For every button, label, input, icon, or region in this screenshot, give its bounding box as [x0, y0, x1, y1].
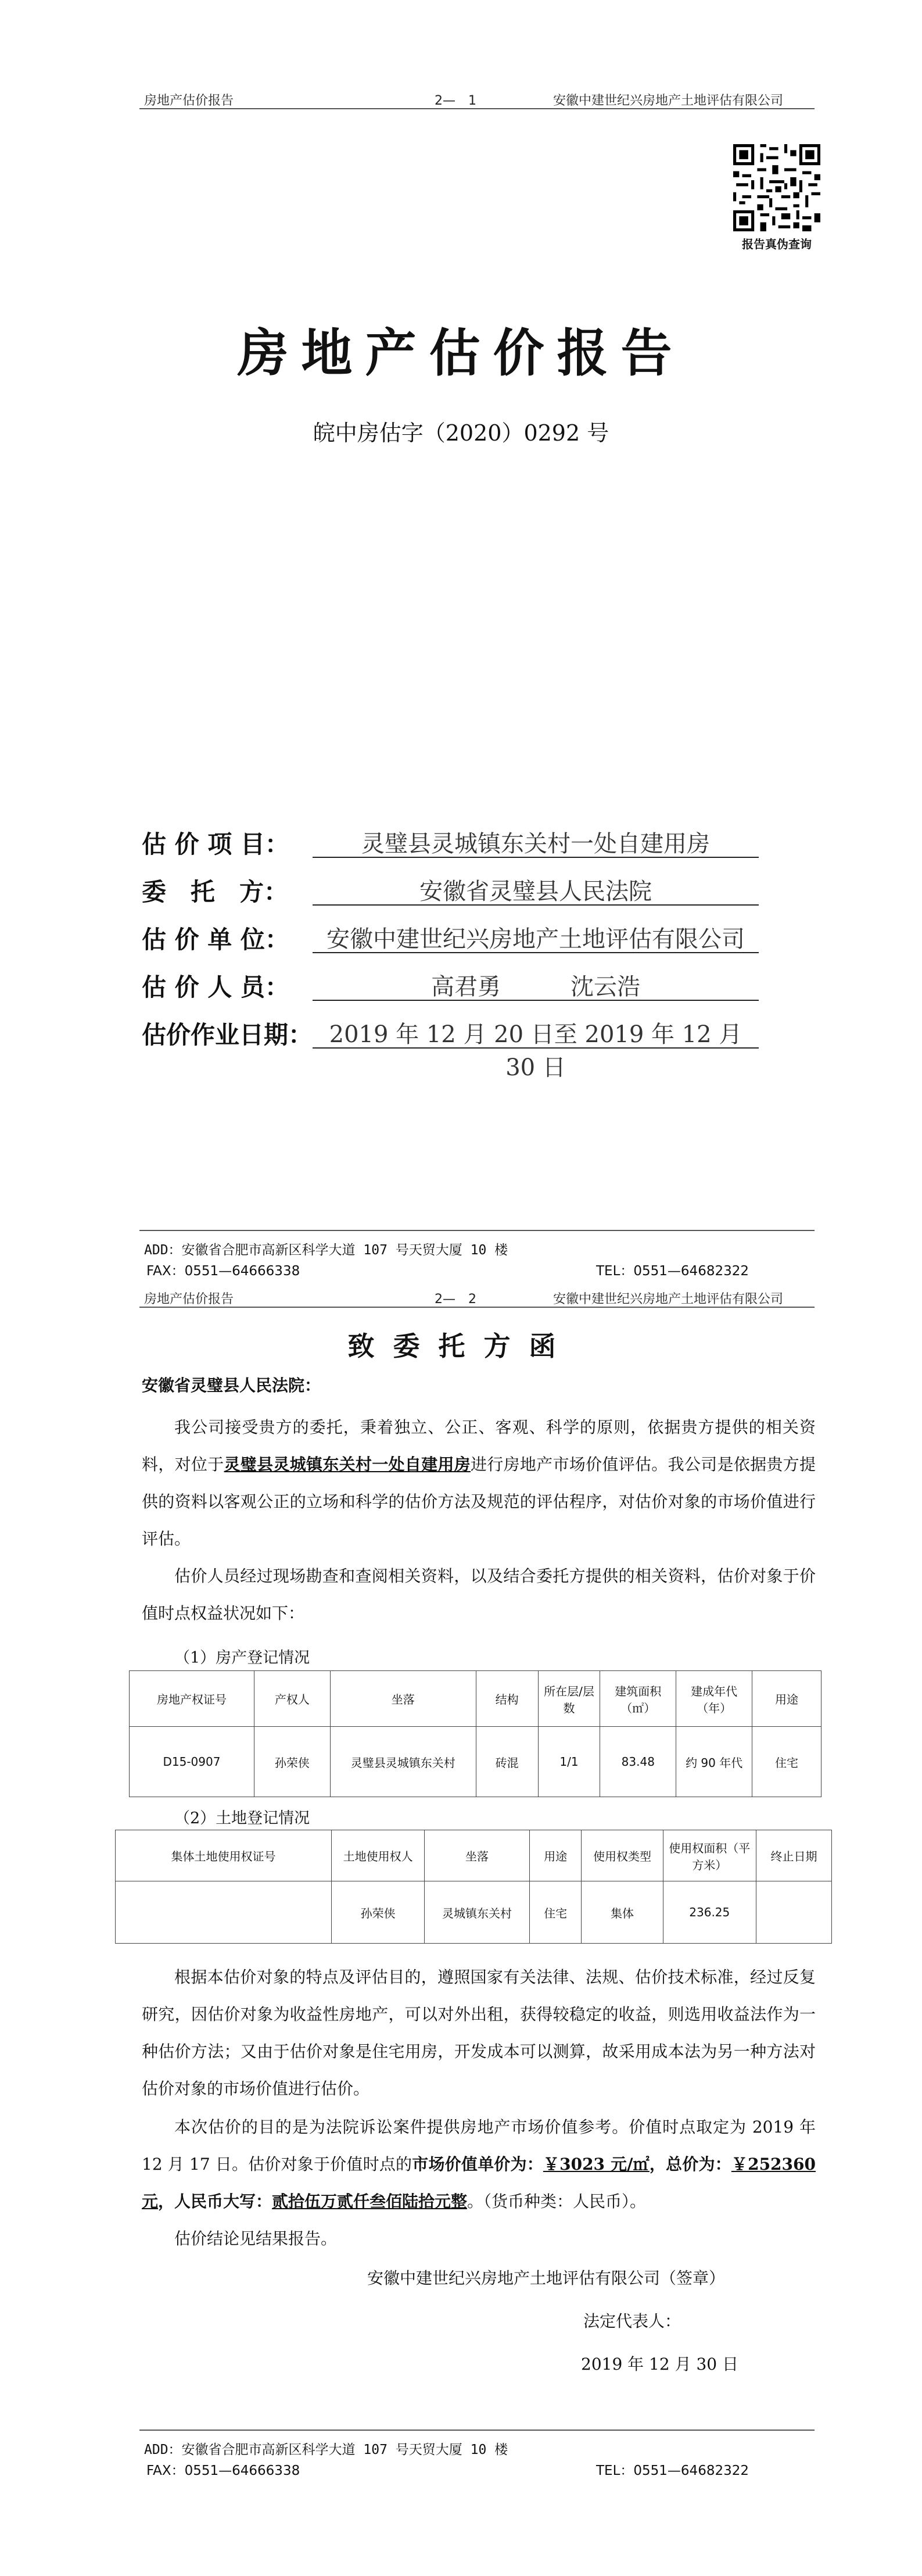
subheading-house-registration: （1）房产登记情况 — [174, 1649, 310, 1667]
table-cell: 住宅 — [752, 1727, 821, 1797]
paragraph-conclusion: 估价结论见结果报告。 — [174, 2229, 338, 2248]
field-value: 安徽省灵璧县人民法院 — [313, 873, 759, 906]
table-header-cell: 使用权面积（平方米） — [663, 1830, 756, 1881]
unit-price-label: 市场价值单价为： — [412, 2155, 543, 2174]
page1-footer-fax: FAX：0551—64666338 — [146, 1264, 300, 1279]
field-label: 估价作业日期： — [142, 1021, 313, 1049]
total-price-label: ，总价为： — [649, 2155, 731, 2174]
paragraph-method: 根据本估价对象的特点及评估目的，遵照国家有关法律、法规、估价技术标准，经过反复研究，因估价对象为收益性房地产，可以对外出租，获得较稳定的收益，则选用收益法作为一种估价方法；又由于估价对象是住宅用房，开发成本可以测算，故采用成本法为另一种方法对估价对象的市场价值进行估价。 — [142, 1967, 816, 2098]
house-registration-table — [129, 1670, 821, 1797]
field-row-client — [142, 873, 792, 908]
document-number: 皖中房估字（2020）0292 号 — [313, 420, 609, 446]
total-price-value: ￥252360 元 — [142, 2155, 816, 2211]
property-name: 灵璧县灵城镇东关村一处自建用房 — [224, 1455, 471, 1474]
land-registration-table — [115, 1830, 832, 1944]
field-value: 灵璧县灵城镇东关村一处自建用房 — [313, 825, 759, 858]
field-row-appraiser-company — [142, 921, 792, 956]
table-header-cell: 建筑面积（㎡） — [600, 1671, 676, 1727]
table-header-cell: 用途 — [752, 1671, 821, 1727]
page1-footer-tel: TEL：0551—64682322 — [596, 1264, 749, 1279]
page2-footer-fax: FAX：0551—64666338 — [146, 2463, 300, 2478]
table-header-cell: 终止日期 — [756, 1830, 831, 1881]
field-label: 委 托 方： — [142, 878, 289, 906]
table-header-cell: 土地使用权人 — [332, 1830, 425, 1881]
paragraph-text: 本次估价的目的是为法院诉讼案件提供房地产市场价值参考。价值时点取定为 2019 年 12 月 17 日。估价对象于价值时点的 — [142, 2117, 816, 2174]
table-cell: 灵璧县灵城镇东关村 — [330, 1727, 476, 1797]
table-cell: 83.48 — [600, 1727, 676, 1797]
field-label: 估 价 项 目： — [142, 830, 289, 858]
table-cell — [116, 1881, 332, 1944]
field-row-work-dates — [142, 1016, 792, 1081]
paragraph-survey: 估价人员经过现场勘查和查阅相关资料，以及结合委托方提供的相关资料，估价对象于价值时点权益状况如下： — [142, 1566, 816, 1623]
company-signature: 安徽中建世纪兴房地产土地评估有限公司（签章） — [367, 2269, 726, 2288]
table-cell: 1/1 — [538, 1727, 600, 1797]
paragraph-intro — [142, 1409, 816, 1558]
page1-header-left: 房地产估价报告 — [144, 94, 234, 108]
page2-footer-tel: TEL：0551—64682322 — [596, 2463, 749, 2478]
page2-header-left: 房地产估价报告 — [144, 1292, 234, 1307]
table-cell: 孙荣侠 — [254, 1727, 330, 1797]
page2-header-right: 安徽中建世纪兴房地产土地评估有限公司 — [553, 1292, 784, 1307]
legal-representative: 法定代表人： — [583, 2312, 681, 2331]
table-cell: 集体 — [582, 1881, 663, 1944]
paragraph-valuation-result — [142, 2109, 816, 2220]
paragraph-text: 我公司接受贵方的委托，秉着独立、公正、客观、科学的原则，依据贵方提供的相关资料，对位于 — [142, 1418, 816, 1474]
table-row — [130, 1727, 821, 1797]
letter-title: 致委托方函 — [347, 1330, 575, 1362]
page1-header-right: 安徽中建世纪兴房地产土地评估有限公司 — [553, 94, 784, 108]
unit-price-value: ￥3023 元/㎡ — [543, 2155, 650, 2174]
table-cell: D15-0907 — [130, 1727, 254, 1797]
page1-footer-address: ADD：安徽省合肥市高新区科学大道 107 号天贸大厦 10 楼 — [144, 1243, 508, 1258]
page2-footer-rule — [139, 2430, 815, 2431]
amount-in-words-label: ，人民币大写： — [158, 2192, 272, 2211]
qr-caption: 报告真伪查询 — [742, 237, 812, 251]
table-cell: 灵城镇东关村 — [425, 1881, 529, 1944]
table-cell — [756, 1881, 831, 1944]
page1-header-rule — [139, 108, 815, 109]
field-value: 2019 年 12 月 20 日至 2019 年 12 月 30 日 — [313, 1016, 759, 1049]
letter-date: 2019 年 12 月 30 日 — [581, 2355, 739, 2374]
field-row-appraisers — [142, 968, 792, 1003]
table-header-cell: 房地产权证号 — [130, 1671, 254, 1727]
table-row — [116, 1881, 832, 1944]
table-header-cell: 建成年代（年） — [676, 1671, 752, 1727]
table-cell: 砖混 — [476, 1727, 538, 1797]
table-cell: 孙荣侠 — [332, 1881, 425, 1944]
table-cell: 住宅 — [529, 1881, 582, 1944]
table-header-cell: 使用权类型 — [582, 1830, 663, 1881]
table-cell: 236.25 — [663, 1881, 756, 1944]
table-header-cell: 结构 — [476, 1671, 538, 1727]
table-header-cell: 坐落 — [425, 1830, 529, 1881]
report-title: 房地产估价报告 — [237, 323, 685, 383]
table-header-cell: 集体土地使用权证号 — [116, 1830, 332, 1881]
table-header-cell: 所在层/层数 — [538, 1671, 600, 1727]
table-header-cell: 用途 — [529, 1830, 582, 1881]
page2-header-page: 2— 2 — [435, 1292, 476, 1307]
page1-header-page: 2— 1 — [435, 94, 476, 108]
page1-footer-rule — [139, 1230, 815, 1231]
qr-code-icon[interactable] — [733, 144, 820, 231]
field-value: 安徽中建世纪兴房地产土地评估有限公司 — [313, 921, 759, 953]
field-value: 高君勇 沈云浩 — [313, 968, 759, 1001]
salutation: 安徽省灵璧县人民法院： — [142, 1376, 321, 1395]
table-cell: 约 90 年代 — [676, 1727, 752, 1797]
field-label: 估 价 人 员： — [142, 973, 289, 1001]
subheading-land-registration: （2）土地登记情况 — [174, 1809, 310, 1827]
page2-header-rule — [139, 1307, 815, 1308]
paragraph-text: 进行房地产市场价值评估。我公司是依据贵方提供的资料以客观公正的立场和科学的估价方法及规范的评估程序，对估价对象的市场价值进行评估。 — [142, 1455, 816, 1548]
page2-footer-address: ADD：安徽省合肥市高新区科学大道 107 号天贸大厦 10 楼 — [144, 2442, 508, 2457]
amount-in-words-value: 贰拾伍万贰仟叁佰陆拾元整 — [272, 2192, 468, 2211]
field-row-project — [142, 825, 792, 860]
field-label: 估 价 单 位： — [142, 925, 289, 954]
table-header-cell: 坐落 — [330, 1671, 476, 1727]
paragraph-text: 。（货币种类：人民币）。 — [467, 2192, 647, 2211]
table-header-cell: 产权人 — [254, 1671, 330, 1727]
